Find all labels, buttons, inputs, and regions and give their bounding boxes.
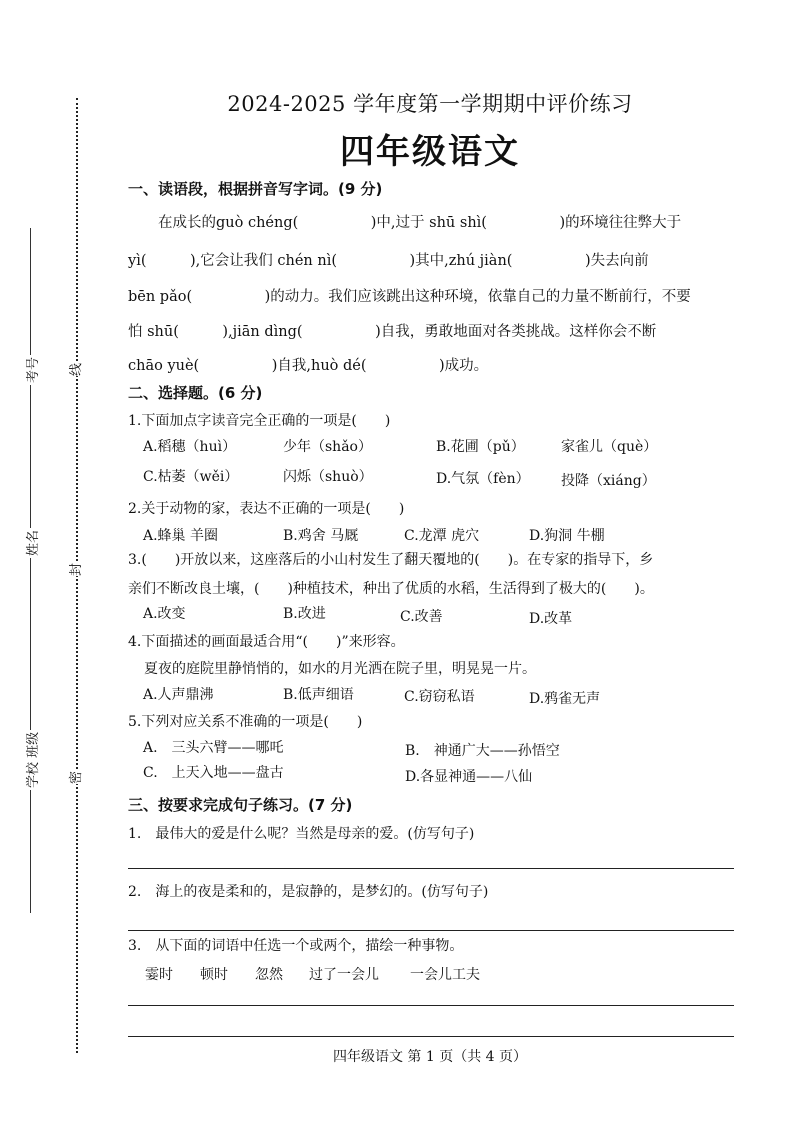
binding-margin bbox=[0, 0, 100, 1124]
answer-line[interactable] bbox=[128, 868, 734, 869]
word-choice: 一会儿工夫 bbox=[410, 967, 480, 983]
section1-line-4: 怕 shū( ),jiān dìng( )自我，勇敢地面对各类挑战。这样你会不断 bbox=[128, 324, 657, 340]
seal-seal-label: 封 bbox=[63, 563, 86, 576]
seal-secret-label: 密 bbox=[63, 771, 86, 784]
q1-stem: 1.下面加点字读音完全正确的一项是( ) bbox=[128, 413, 391, 429]
name-label: 姓名 bbox=[22, 528, 41, 558]
q3-option: B.改进 bbox=[283, 606, 326, 622]
q3-option: D.改革 bbox=[529, 611, 573, 627]
q4-option: A.人声鼎沸 bbox=[143, 687, 214, 703]
q1-option: 闪烁（shuò） bbox=[283, 469, 373, 485]
q1-option: B.花圃（pǔ） bbox=[436, 439, 525, 455]
exam-no-label: 考号 bbox=[22, 355, 41, 385]
q2-option: C.龙潭 虎穴 bbox=[404, 528, 480, 544]
word-choice: 忽然 bbox=[255, 967, 283, 983]
s3-q2: 2. 海上的夜是柔和的，是寂静的，是梦幻的。(仿写句子) bbox=[128, 884, 489, 900]
q3-stem-continued: 亲们不断改良土壤，( )种植技术，种出了优质的水稻，生活得到了极大的( )。 bbox=[128, 581, 654, 597]
answer-line[interactable] bbox=[128, 930, 734, 931]
q5-option: A. 三头六臂——哪吒 bbox=[143, 740, 284, 756]
page-footer: 四年级语文 第 1 页（共 4 页） bbox=[332, 1049, 528, 1065]
q3-stem: 3.( )开放以来，这座落后的小山村发生了翻天覆地的( )。在专家的指导下，乡 bbox=[128, 552, 654, 568]
school-class-label: 学校 班级 bbox=[22, 730, 41, 790]
q3-option: A.改变 bbox=[143, 606, 186, 622]
answer-line[interactable] bbox=[128, 1005, 734, 1006]
q1-option: 投降（xiáng） bbox=[561, 473, 656, 489]
seal-line-label: 线 bbox=[63, 363, 86, 376]
q5-stem: 5.下列对应关系不准确的一项是( ) bbox=[128, 714, 363, 730]
word-choice: 霎时 bbox=[145, 967, 173, 983]
q4-stem: 4.下面描述的画面最适合用“( )”来形容。 bbox=[128, 634, 405, 650]
word-choice: 顿时 bbox=[200, 967, 228, 983]
exam-subject: 四年级语文 bbox=[340, 132, 520, 172]
q4-passage: 夏夜的庭院里静悄悄的，如水的月光洒在院子里，明晃晃一片。 bbox=[144, 661, 536, 677]
section1-line-1: 在成长的guò chéng( )中,过于 shū shì( )的环境往往弊大于 bbox=[158, 215, 682, 231]
section2-title: 二、选择题。(6 分) bbox=[128, 384, 263, 402]
q5-option: B. 神通广大——孙悟空 bbox=[405, 743, 560, 759]
q1-option: D.气氛（fèn） bbox=[436, 471, 530, 487]
q2-stem: 2.关于动物的家，表达不正确的一项是( ) bbox=[128, 501, 405, 517]
q4-option: D.鸦雀无声 bbox=[529, 691, 601, 707]
s3-q1: 1. 最伟大的爱是什么呢？当然是母亲的爱。(仿写句子) bbox=[128, 826, 475, 842]
q2-option: B.鸡舍 马厩 bbox=[283, 528, 359, 544]
q3-option: C.改善 bbox=[400, 609, 443, 625]
q2-option: D.狗洞 牛棚 bbox=[529, 528, 605, 544]
answer-line[interactable] bbox=[128, 1036, 734, 1037]
section3-title: 三、按要求完成句子练习。(7 分) bbox=[128, 796, 353, 814]
q4-option: B.低声细语 bbox=[283, 687, 354, 703]
student-info-line bbox=[30, 228, 31, 913]
section1-line-5: chāo yuè( )自我,huò dé( )成功。 bbox=[128, 358, 489, 374]
word-choice: 过了一会儿 bbox=[309, 967, 379, 983]
q5-option: D.各显神通——八仙 bbox=[405, 769, 533, 785]
q5-option: C. 上天入地——盘古 bbox=[143, 765, 284, 781]
section1-line-3: bēn pǎo( )的动力。我们应该跳出这种环境，依靠自己的力量不断前行，不要 bbox=[128, 289, 691, 305]
q1-option: 家雀儿（què） bbox=[561, 439, 658, 455]
q4-option: C.窃窃私语 bbox=[404, 689, 475, 705]
exam-title: 2024-2025 学年度第一学期期中评价练习 bbox=[227, 92, 633, 116]
q1-option: A.稻穗（huì） bbox=[143, 439, 237, 455]
section1-title: 一、读语段，根据拼音写字词。(9 分) bbox=[128, 180, 383, 198]
q2-option: A.蜂巢 羊圈 bbox=[143, 528, 219, 544]
q1-option: 少年（shǎo） bbox=[283, 439, 372, 455]
section1-line-2: yì( ),它会让我们 chén nì( )其中,zhú jiàn( )失去向前 bbox=[128, 253, 649, 269]
s3-q3: 3. 从下面的词语中任选一个或两个，描绘一种事物。 bbox=[128, 938, 464, 954]
q1-option: C.枯萎（wěi） bbox=[143, 469, 239, 485]
